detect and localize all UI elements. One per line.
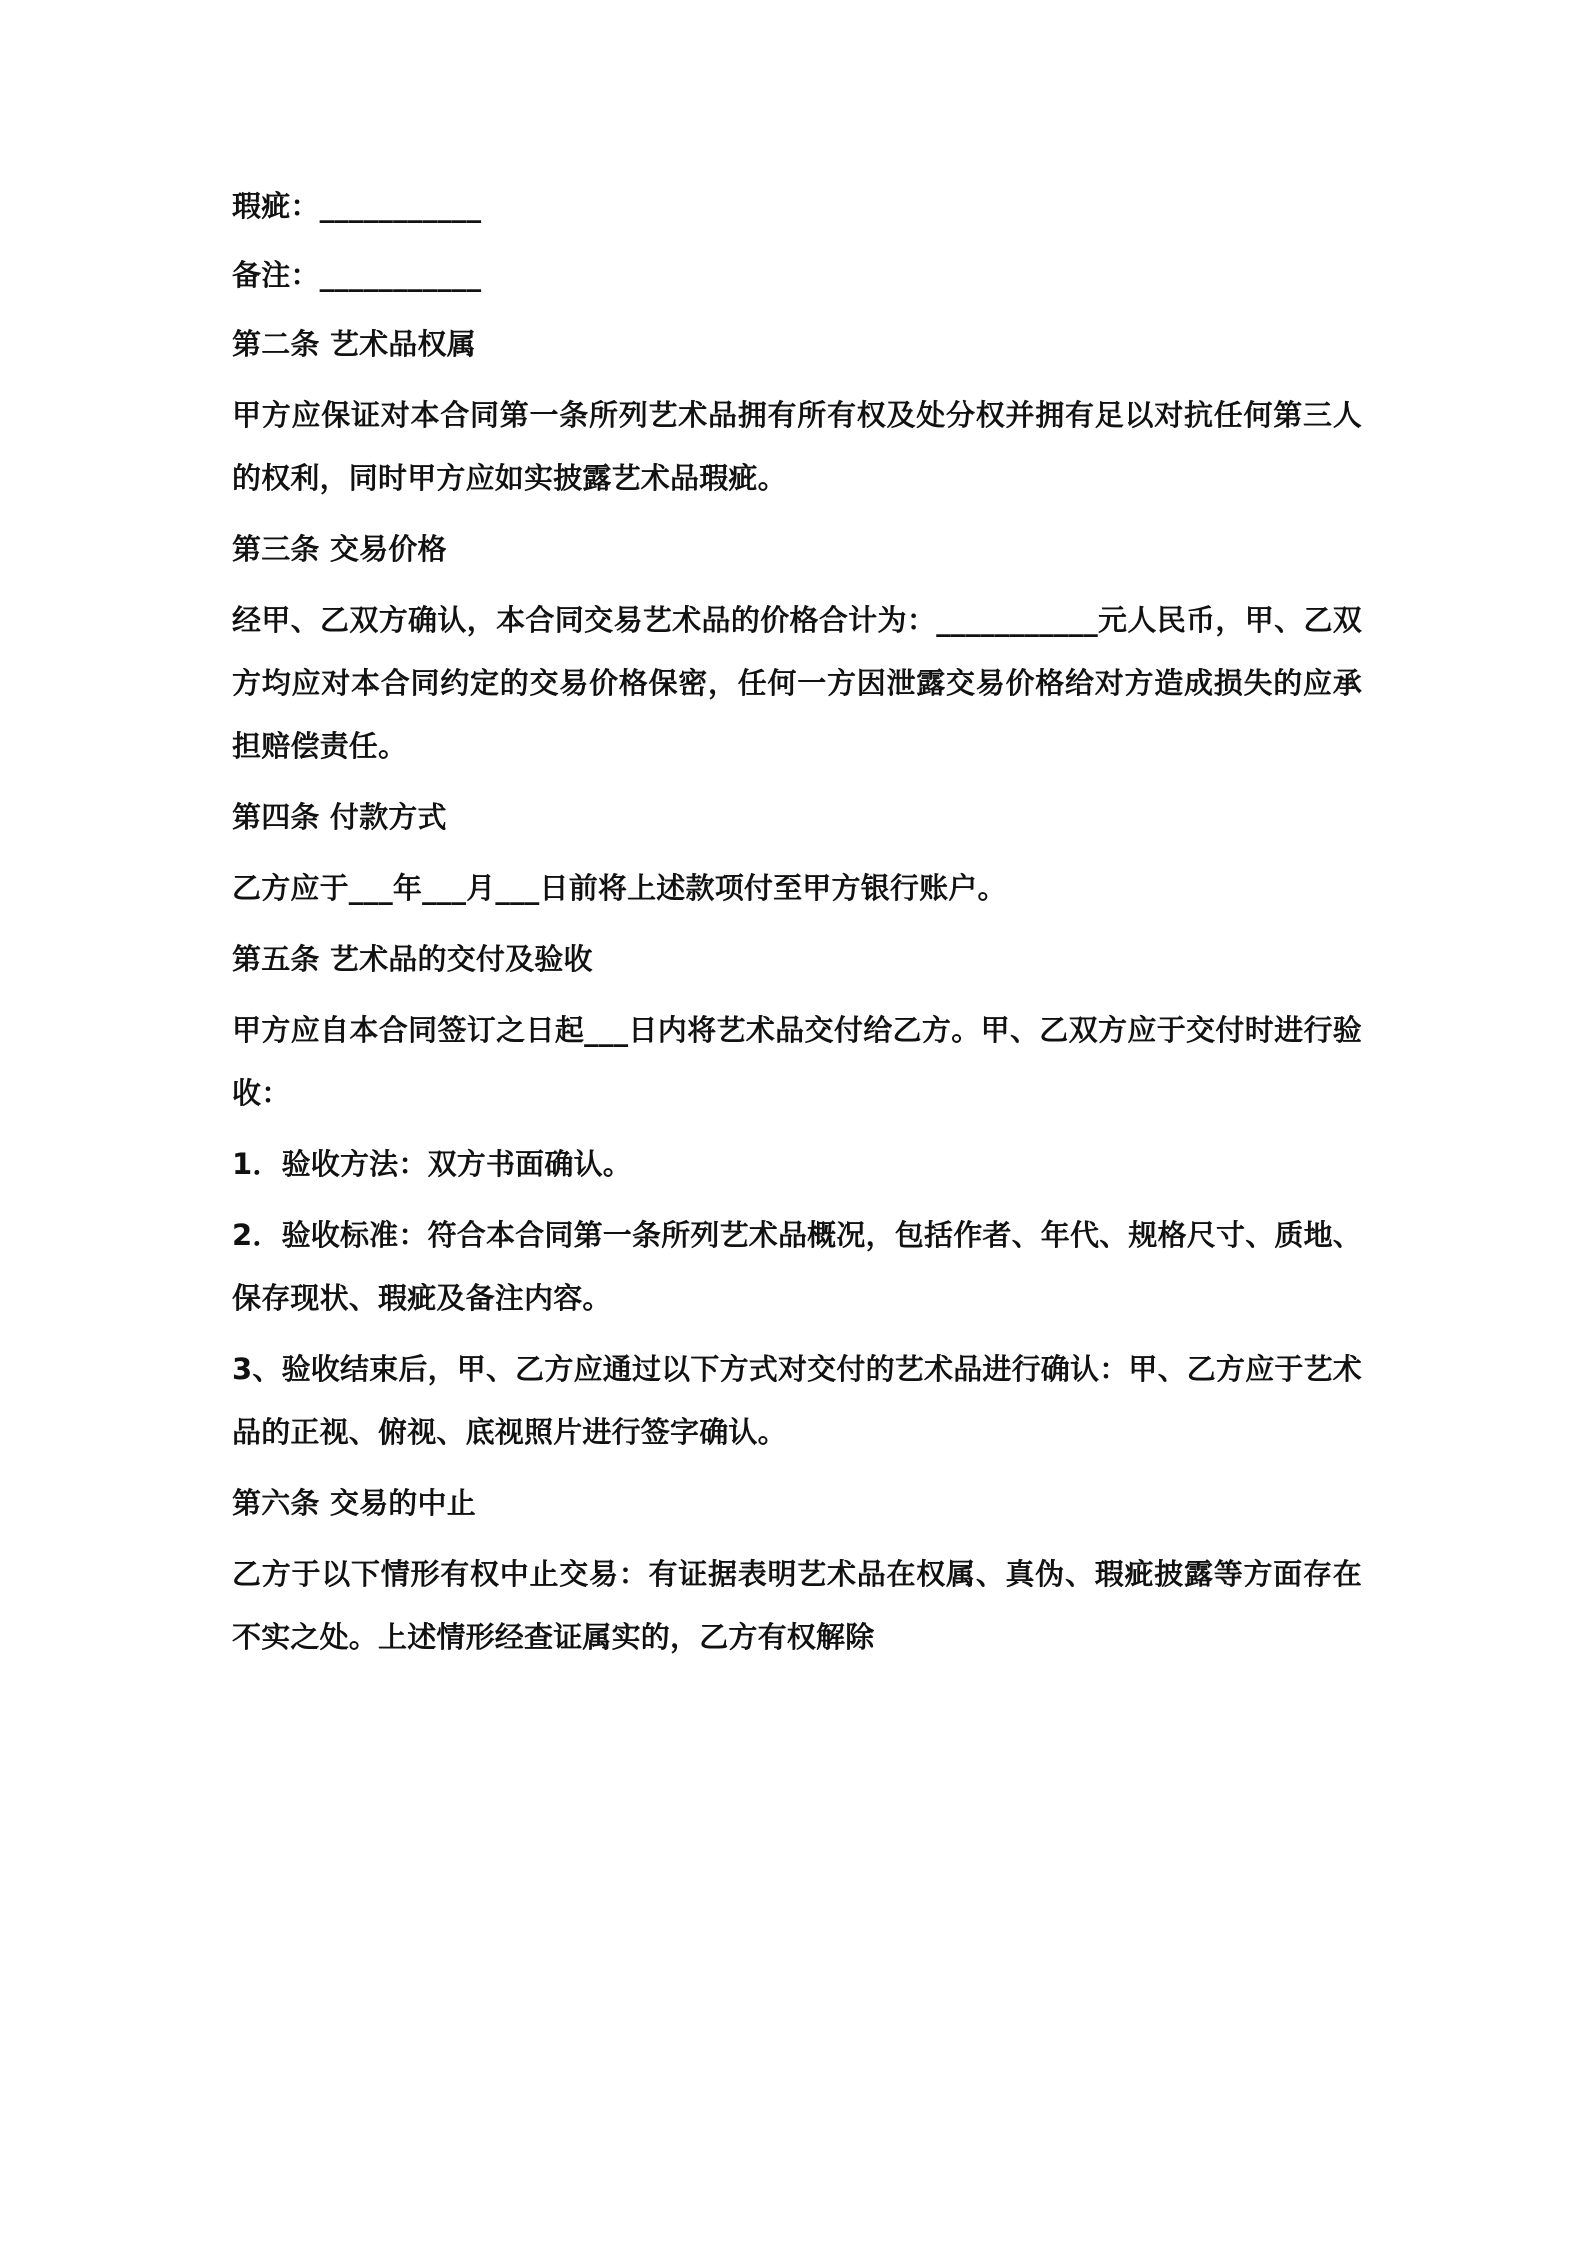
list-item-acceptance-method: 1．验收方法：双方书面确认。: [232, 1147, 632, 1181]
paragraph-flaw-field: 瑕疵：___________: [232, 189, 482, 223]
paragraph-remark-field: 备注：___________: [232, 258, 482, 292]
paragraph-article-2-body: 甲方应保证对本合同第一条所列艺术品拥有所有权及处分权并拥有足以对抗任何第三人的权利，同时甲方应如实披露艺术品瑕疵。: [232, 398, 1362, 495]
paragraph-article-6-body: 乙方于以下情形有权中止交易：有证据表明艺术品在权属、真伪、瑕疵披露等方面存在不实之处。上述情形经查证属实的，乙方有权解除: [232, 1557, 1362, 1654]
list-item-acceptance-confirmation: 3、验收结束后，甲、乙方应通过以下方式对交付的艺术品进行确认：甲、乙方应于艺术品的正视、俯视、底视照片进行签字确认。: [232, 1352, 1362, 1449]
heading-article-5: 第五条 艺术品的交付及验收: [232, 942, 593, 976]
heading-article-2: 第二条 艺术品权属: [232, 327, 476, 361]
paragraph-article-4-body: 乙方应于___年___月___日前将上述款项付至甲方银行账户。: [232, 871, 1007, 905]
paragraph-article-5-body: 甲方应自本合同签订之日起___日内将艺术品交付给乙方。甲、乙双方应于交付时进行验收：: [232, 1013, 1362, 1110]
list-item-acceptance-standard: 2．验收标准：符合本合同第一条所列艺术品概况，包括作者、年代、规格尺寸、质地、保存现状、瑕疵及备注内容。: [232, 1218, 1362, 1315]
document-body: [232, 175, 1362, 1669]
heading-article-3: 第三条 交易价格: [232, 532, 447, 566]
heading-article-6: 第六条 交易的中止: [232, 1486, 476, 1520]
heading-article-4: 第四条 付款方式: [232, 800, 447, 834]
paragraph-article-3-body: 经甲、乙双方确认，本合同交易艺术品的价格合计为：___________元人民币，甲、乙双方均应对本合同约定的交易价格保密，任何一方因泄露交易价格给对方造成损失的应承担赔偿责任。: [232, 603, 1362, 763]
